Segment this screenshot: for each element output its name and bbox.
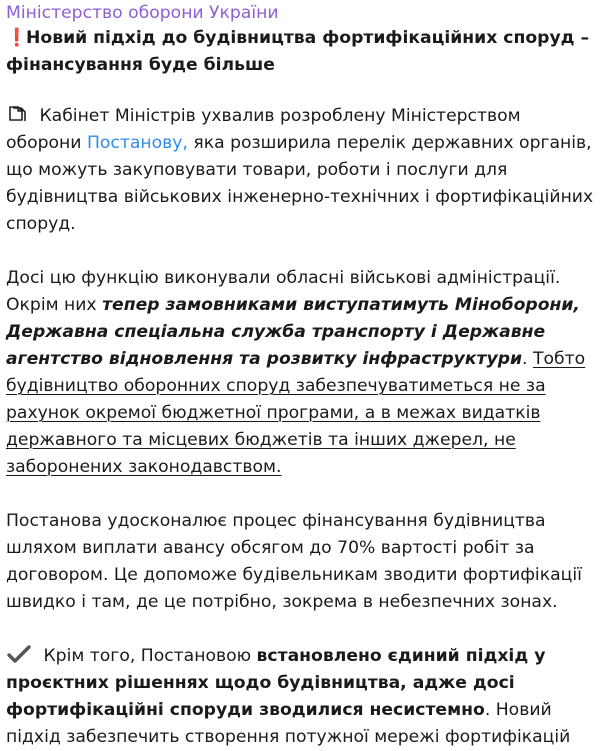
paragraph-2 xyxy=(6,265,594,481)
document-icon xyxy=(6,104,30,124)
paragraph-4 xyxy=(6,643,594,751)
decree-link[interactable]: Постанову, xyxy=(86,133,188,153)
paragraph-1-text-a: Кабінет Міністрів ухвалив розроблену Міністерством оборони xyxy=(6,106,521,153)
paragraph-4-text-b: . Новий підхід забезпечить створення потужної мережі фортифікацій xyxy=(6,700,571,747)
checkmark-icon xyxy=(6,644,36,664)
headline xyxy=(6,25,594,79)
paragraph-2-underlined: Тобто будівництво оборонних споруд забезпечуватиметься не за рахунок окремої бюджетної програми, а в межах видатків державного та місцевих бюджетів та інших джерел, не заборонених законодавством. xyxy=(6,349,586,477)
paragraph-2-text-b: . xyxy=(522,349,533,369)
headline-text: Новий підхід до будівництва фортифікаційних споруд – фінансування буде більше xyxy=(6,28,590,75)
exclamation-icon: ❗ xyxy=(6,28,28,48)
paragraph-3: Постанова удосконалює процес фінансування будівництва шляхом виплати авансу обсягом до 70% вартості робіт за договором. Це допоможе будівельникам зводити фортифікації швидко і там, де це потрібно, зокрема в небезпечних зонах. xyxy=(6,511,582,612)
paragraph-1 xyxy=(6,103,594,238)
paragraph-2-text-a: Досі цю функцію виконували обласні військові адміністрації. Окрім них xyxy=(6,268,561,315)
channel-name[interactable]: Міністерство оборони України xyxy=(6,3,279,23)
paragraph-1-text-b: яка розширила перелік державних органів, що можуть закуповувати товари, роботи і послуги для будівництва військових інженерно-технічних і фортифікаційних споруд. xyxy=(6,133,594,234)
paragraph-4-bold: встановлено єдиний підхід у проєктних рішеннях щодо будівництва, адже досі фортифікаційні споруди зводилися несистемно xyxy=(6,646,546,720)
paragraph-2-bold-italic: тепер замовниками виступатимуть Міноборони, Державна спеціальна служба транспорту і Державне агентство відновлення та розвитку інфраструктури xyxy=(6,295,580,369)
message-post xyxy=(6,0,594,751)
paragraph-4-text-a: Крім того, Постановою xyxy=(38,646,257,666)
